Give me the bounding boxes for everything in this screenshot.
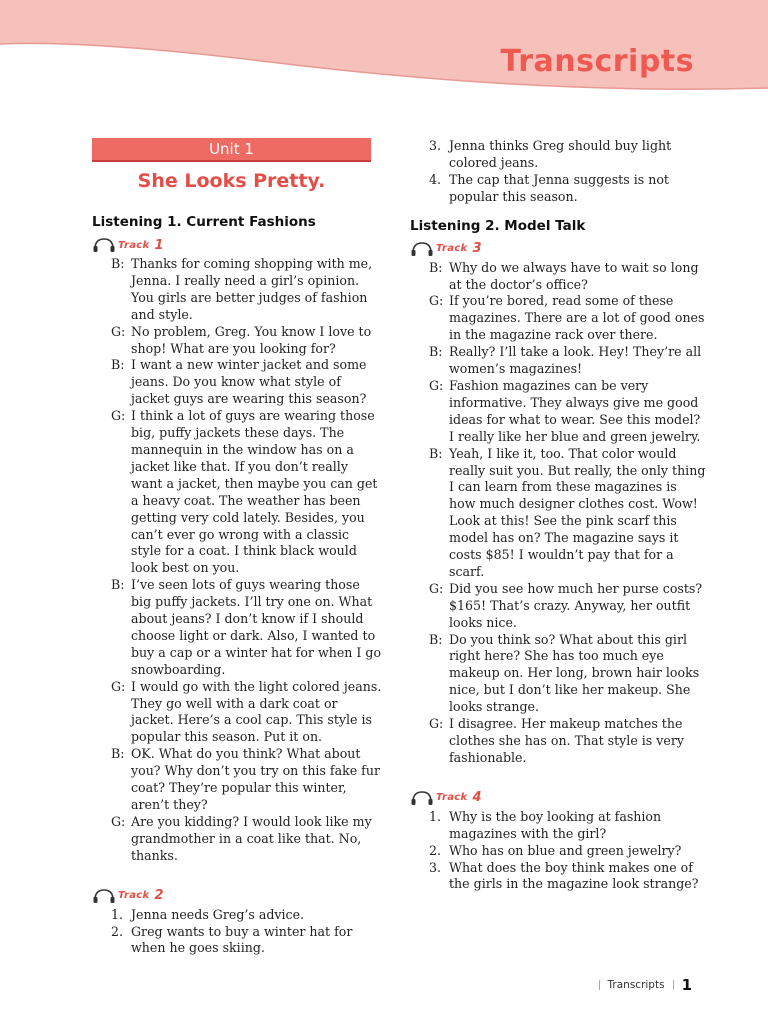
dialog-line bbox=[410, 632, 706, 717]
track-2-statements bbox=[92, 907, 382, 958]
dialog-text: If you’re bored, read some of these magazines. There are a lot of good ones in the magazine rack over there. bbox=[449, 293, 705, 343]
speaker-label: G: bbox=[429, 580, 444, 596]
track-4-questions bbox=[410, 809, 706, 894]
item-number: 2. bbox=[111, 923, 124, 939]
dialog-text: Are you kidding? I would look like my grandmother in a coat like that. No, thanks. bbox=[131, 813, 372, 863]
speaker-label: B: bbox=[111, 577, 125, 593]
dialog-text: I want a new winter jacket and some jeans. Do you know what style of jacket guys are wearing this season? bbox=[131, 357, 367, 407]
dialog-line bbox=[410, 260, 706, 294]
track-label: Track bbox=[118, 890, 150, 902]
speaker-label: B: bbox=[429, 259, 443, 275]
list-item bbox=[92, 907, 382, 924]
track-number: 3 bbox=[472, 241, 482, 257]
listening-2-heading: Listening 2. Model Talk bbox=[410, 217, 586, 234]
item-number: 1. bbox=[111, 906, 124, 922]
track-3-marker bbox=[410, 240, 706, 258]
page-title: Transcripts bbox=[500, 44, 694, 79]
item-number: 2. bbox=[429, 842, 442, 858]
list-item bbox=[92, 924, 382, 958]
dialog-line bbox=[92, 746, 382, 814]
dialog-line bbox=[92, 408, 382, 577]
dialog-line bbox=[410, 581, 706, 632]
dialog-line bbox=[410, 378, 706, 446]
dialog-line bbox=[410, 344, 706, 378]
speaker-label: B: bbox=[429, 344, 443, 360]
dialog-text: Really? I’ll take a look. Hey! They’re all women’s magazines! bbox=[449, 344, 702, 377]
track-label: Track bbox=[436, 792, 468, 804]
speaker-label: G: bbox=[111, 678, 126, 694]
track-2-marker bbox=[92, 887, 382, 905]
list-item bbox=[410, 172, 706, 206]
dialog-text: Yeah, I like it, too. That color would really suit you. But really, the only thing I can learn from these magazines is how much designer clothes cost. Wow! Look at this! See the pink scarf this model has on? The magazine says it costs $85! I wouldn’t pay that for a scarf. bbox=[449, 445, 706, 579]
list-item bbox=[410, 138, 706, 172]
speaker-label: G: bbox=[111, 408, 126, 424]
dialog-line bbox=[92, 256, 382, 324]
dialog-line bbox=[410, 446, 706, 581]
list-item bbox=[410, 809, 706, 843]
page-footer bbox=[599, 976, 692, 994]
page-number: 1 bbox=[681, 976, 692, 994]
item-text: Jenna thinks Greg should buy light colored jeans. bbox=[449, 138, 672, 170]
item-number: 1. bbox=[429, 808, 442, 824]
right-column bbox=[410, 138, 706, 893]
list-item bbox=[410, 860, 706, 894]
dialog-line bbox=[410, 293, 706, 344]
track-1-marker bbox=[92, 236, 382, 254]
track-number: 2 bbox=[154, 888, 164, 904]
track-2-statements-continued bbox=[410, 138, 706, 206]
speaker-label: G: bbox=[429, 377, 444, 393]
footer-divider bbox=[673, 980, 674, 990]
dialog-text: Fashion magazines can be very informative. They always give me good ideas for what to wear. See this model? I really like her blue and green jewelry. bbox=[449, 377, 701, 444]
speaker-label: B: bbox=[111, 357, 125, 373]
dialog-text: Do you think so? What about this girl right here? She has too much eye makeup on. Her long, brown hair looks nice, but I don’t like her makeup. She looks strange. bbox=[449, 631, 700, 715]
item-text: Jenna needs Greg’s advice. bbox=[131, 906, 305, 922]
dialog-line bbox=[410, 716, 706, 767]
speaker-label: G: bbox=[111, 323, 126, 339]
item-text: Why is the boy looking at fashion magazines with the girl? bbox=[449, 808, 662, 841]
footer-label: Transcripts bbox=[607, 979, 665, 991]
unit-label: Unit 1 bbox=[92, 138, 371, 162]
dialog-line bbox=[92, 324, 382, 358]
item-text: Who has on blue and green jewelry? bbox=[449, 842, 682, 858]
track-number: 4 bbox=[472, 790, 482, 806]
dialog-line bbox=[92, 814, 382, 865]
dialog-line bbox=[92, 357, 382, 408]
item-text: Greg wants to buy a winter hat for when he goes skiing. bbox=[131, 923, 353, 956]
track-3-dialog bbox=[410, 260, 706, 767]
dialog-line bbox=[92, 577, 382, 678]
item-number: 4. bbox=[429, 171, 442, 187]
unit-title: She Looks Pretty. bbox=[137, 170, 326, 192]
speaker-label: B: bbox=[111, 256, 125, 271]
dialog-text: OK. What do you think? What about you? Why don’t you try on this fake fur coat? They’re popular this winter, aren’t they? bbox=[131, 746, 380, 812]
speaker-label: G: bbox=[429, 716, 444, 732]
dialog-text: I disagree. Her makeup matches the clothes she has on. That style is very fashionable. bbox=[449, 716, 684, 765]
speaker-label: B: bbox=[429, 445, 443, 461]
track-number: 1 bbox=[154, 237, 164, 253]
list-item bbox=[410, 843, 706, 860]
speaker-label: G: bbox=[111, 813, 126, 829]
listening-1-heading: Listening 1. Current Fashions bbox=[92, 214, 316, 230]
dialog-text: I’ve seen lots of guys wearing those big puffy jackets. I’ll try one on. What about jeans? I don’t know if I should choose light or dark. Also, I wanted to buy a cap or a winter hat for when I go snowboarding. bbox=[131, 577, 382, 677]
track-label: Track bbox=[118, 239, 150, 251]
item-number: 3. bbox=[429, 859, 442, 875]
dialog-line bbox=[92, 679, 382, 747]
dialog-text: No problem, Greg. You know I love to shop! What are you looking for? bbox=[131, 323, 372, 356]
item-text: The cap that Jenna suggests is not popular this season. bbox=[449, 171, 669, 204]
dialog-text: Thanks for coming shopping with me, Jenna. I really need a girl’s opinion. You girls are better judges of fashion and style. bbox=[131, 256, 373, 322]
dialog-text: I think a lot of guys are wearing those big, puffy jackets these days. The mannequin in the window has on a jacket like that. If you don’t really want a jacket, then maybe you can get a heavy coat. The weather has been getting very cold lately. Besides, you can’t ever go wrong with a classic style for a coat. I think black would look best on you. bbox=[131, 408, 378, 576]
item-text: What does the boy think makes one of the girls in the magazine look strange? bbox=[449, 859, 699, 892]
footer-divider bbox=[599, 980, 600, 990]
speaker-label: B: bbox=[111, 746, 125, 762]
dialog-text: I would go with the light colored jeans. They go well with a dark coat or jacket. Here’s a cool cap. This style is popular this season. Put it on. bbox=[131, 678, 382, 745]
speaker-label: G: bbox=[429, 293, 444, 309]
headphones-icon bbox=[410, 241, 434, 257]
track-1-dialog bbox=[92, 256, 382, 865]
headphones-icon bbox=[410, 790, 434, 806]
item-number: 3. bbox=[429, 138, 442, 153]
left-column bbox=[92, 138, 382, 957]
track-label: Track bbox=[436, 243, 468, 255]
dialog-text: Did you see how much her purse costs? $165! That’s crazy. Anyway, her outfit looks nice. bbox=[449, 580, 703, 630]
speaker-label: B: bbox=[429, 631, 443, 647]
headphones-icon bbox=[92, 237, 116, 253]
dialog-text: Why do we always have to wait so long at the doctor’s office? bbox=[449, 259, 699, 292]
track-4-marker bbox=[410, 789, 706, 807]
headphones-icon bbox=[92, 888, 116, 904]
